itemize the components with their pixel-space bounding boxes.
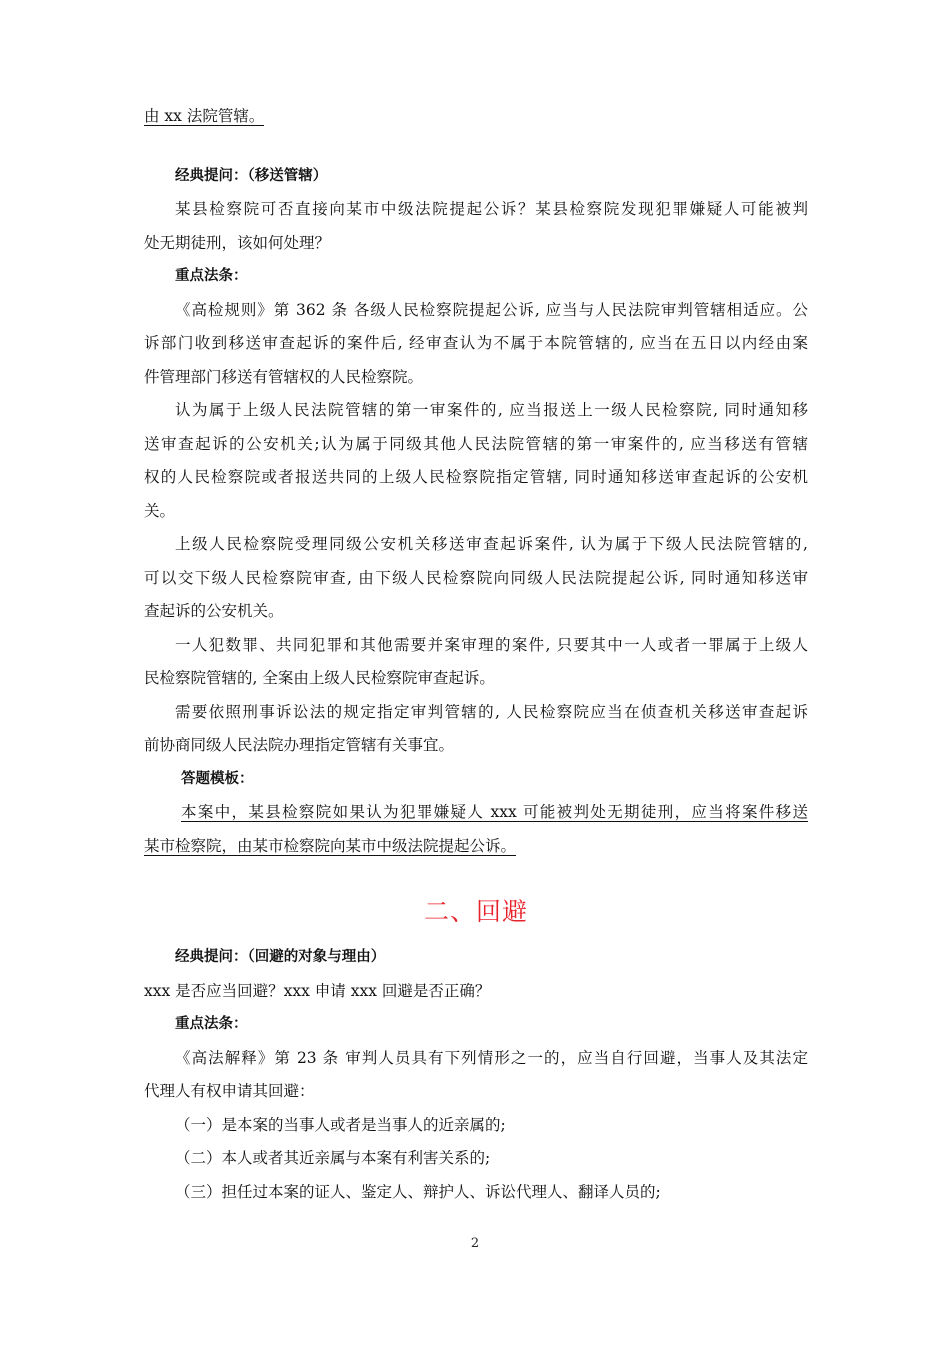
- page-number: 2: [470, 1236, 480, 1251]
- law-line: 代理人有权申请其回避：: [144, 1082, 315, 1100]
- template-line: 本案中，某县检察院如果认为犯罪嫌疑人 xxx 可能被判处无期徒刑，应当将案件移送: [181, 803, 808, 821]
- law-line: 民检察院管辖的, 全案由上级人民检察院审查起诉。: [144, 669, 495, 687]
- law-line: （一）是本案的当事人或者是当事人的近亲属的;: [175, 1115, 506, 1134]
- question-heading: 经典提问：（回避的对象与理由）: [175, 949, 386, 965]
- continuation-text: 由 xx 法院管辖。: [144, 107, 265, 125]
- law-line: 权的人民检察院或者报送共同的上级人民检察院指定管辖, 同时通知移送审查起诉的公安机: [144, 468, 808, 486]
- law-line: 查起诉的公安机关。: [144, 602, 284, 620]
- question-heading: 经典提问：（移送管辖）: [175, 167, 328, 184]
- law-line: 一人犯数罪、共同犯罪和其他需要并案审理的案件, 只要其中一人或者一罪属于上级人: [175, 635, 808, 654]
- law-line: 诉部门收到移送审查起诉的案件后, 经审查认为不属于本院管辖的, 应当在五日以内经由案: [144, 334, 808, 352]
- spacer: [144, 863, 808, 883]
- question-line: 某县检察院可否直接向某市中级法院提起公诉？某县检察院发现犯罪嫌疑人可能被判: [175, 200, 808, 218]
- law-line: （三）担任过本案的证人、鉴定人、辩护人、诉讼代理人、翻译人员的;: [175, 1182, 661, 1201]
- document-page: [144, 100, 808, 1209]
- law-heading: 重点法条：: [175, 268, 248, 284]
- question-line: xxx 是否应当回避？xxx 申请 xxx 回避是否正确？: [144, 981, 491, 1000]
- law-line: 需要依照刑事诉讼法的规定指定审判管辖的, 人民检察院应当在侦查机关移送审查起诉: [175, 702, 808, 721]
- law-heading: 重点法条：: [175, 1016, 248, 1032]
- law-line: 关。: [144, 501, 176, 520]
- section-title: 二、回避: [423, 897, 528, 926]
- law-line: 前协商同级人民法院办理指定管辖有关事宜。: [144, 736, 455, 754]
- template-line: 某市检察院，由某市检察院向某市中级法院提起公诉。: [144, 836, 517, 855]
- spacer: [144, 138, 808, 160]
- law-line: 认为属于上级人民法院管辖的第一审案件的, 应当报送上一级人民检察院, 同时通知移: [175, 401, 808, 419]
- law-line: 可以交下级人民检察院审查, 由下级人民检察院向同级人民法院提起公诉, 同时通知移送审: [144, 568, 808, 587]
- law-line: 件管理部门移送有管辖权的人民检察院。: [144, 367, 424, 386]
- law-line: 上级人民检察院受理同级公安机关移送审查起诉案件, 认为属于下级人民法院管辖的,: [175, 535, 808, 553]
- law-line: 《高法解释》第 23 条 审判人员具有下列情形之一的，应当自行回避，当事人及其法定: [175, 1048, 808, 1067]
- question-line: 处无期徒刑，该如何处理？: [144, 233, 331, 252]
- law-line: 《高检规则》第 362 条 各级人民检察院提起公诉, 应当与人民法院审判管辖相适应。公: [175, 300, 808, 319]
- law-line: （二）本人或者其近亲属与本案有利害关系的;: [175, 1149, 491, 1167]
- template-heading: 答题模板：: [181, 770, 254, 787]
- law-line: 送审查起诉的公安机关;认为属于同级其他人民法院管辖的第一审案件的, 应当移送有管辖: [144, 434, 808, 453]
